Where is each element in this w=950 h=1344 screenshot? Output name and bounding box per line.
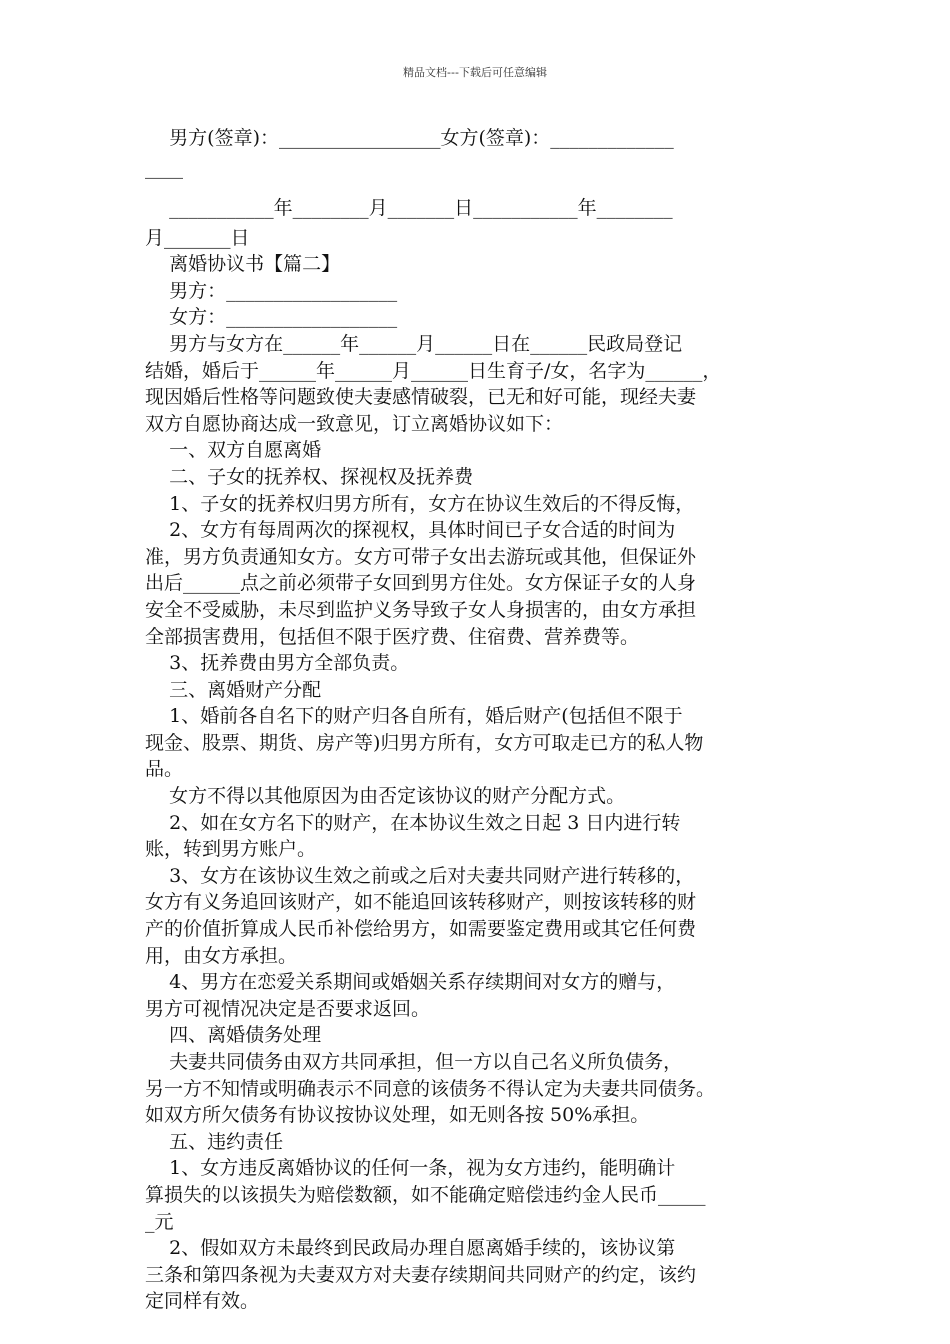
text-line: 现因婚后性格等问题致使夫妻感情破裂，已无和好可能，现经夫妻 <box>145 386 697 409</box>
wife-field: 女方：__________________ <box>145 306 398 329</box>
text-line: 1、婚前各自名下的财产归各自所有，婚后财产(包括但不限于 <box>145 705 683 728</box>
text-line: 三条和第四条视为夫妻双方对夫妻存续期间共同财产的约定，该约 <box>145 1263 697 1286</box>
text-line: 女方有义务追回该财产，如不能追回该转移财产，则按该转移的财 <box>145 891 697 914</box>
text-line: 准，男方负责通知女方。女方可带子女出去游玩或其他，但保证外 <box>145 545 697 568</box>
section-heading: 一、双方自愿离婚 <box>145 439 322 462</box>
date-line: ___________年________月_______日___________年________ <box>145 196 673 219</box>
text-line: _元 <box>145 1210 174 1233</box>
text-line: 月_______日 <box>145 226 250 249</box>
section-heading: 五、违约责任 <box>145 1130 284 1153</box>
text-line: 出后______点之前必须带子女回到男方住处。女方保证子女的人身 <box>145 572 697 595</box>
text-line: 账，转到男方账户。 <box>145 838 317 861</box>
text-line: 定同样有效。 <box>145 1290 260 1313</box>
text-line: 2、如在女方名下的财产，在本协议生效之日起 3 日内进行转 <box>145 811 681 834</box>
text-line: 男方可视情况决定是否要求返回。 <box>145 997 431 1020</box>
text-line: 结婚，婚后于______年______月______日生育子/女，名字为______， <box>145 359 722 382</box>
document-body <box>145 122 825 1315</box>
text-line: 另一方不知情或明确表示不同意的该债务不得认定为夫妻共同债务。 <box>145 1077 716 1100</box>
document-title: 离婚协议书【篇二】 <box>145 253 341 276</box>
text-line: 产的价值折算成人民币补偿给男方，如需要鉴定费用或其它任何费 <box>145 918 697 941</box>
text-line: 用，由女方承担。 <box>145 944 298 967</box>
text-line: ____ <box>145 157 183 179</box>
text-line: 双方自愿协商达成一致意见，订立离婚协议如下： <box>145 412 564 435</box>
text-line: 3、抚养费由男方全部负责。 <box>145 652 410 675</box>
section-heading: 三、离婚财产分配 <box>145 678 322 701</box>
text-line: 全部损害费用，包括但不限于医疗费、住宿费、营养费等。 <box>145 625 640 648</box>
text-line: 算损失的以该损失为赔偿数额，如不能确定赔偿违约金人民币_____ <box>145 1183 706 1206</box>
husband-field: 男方：__________________ <box>145 279 398 302</box>
text-line: 安全不受威胁，未尽到监护义务导致子女人身损害的，由女方承担 <box>145 598 697 621</box>
signature-line: 男方(签章)：_________________女方(签章)：_____________ <box>145 127 674 149</box>
text-line: 1、女方违反离婚协议的任何一条，视为女方违约，能明确计 <box>145 1157 676 1180</box>
text-line: 3、女方在该协议生效之前或之后对夫妻共同财产进行转移的， <box>145 864 695 887</box>
text-line: 2、假如双方未最终到民政局办理自愿离婚手续的，该协议第 <box>145 1237 676 1260</box>
text-line: 夫妻共同债务由双方共同承担，但一方以自己名义所负债务， <box>145 1051 683 1073</box>
page-header: 精品文档---下载后可任意编辑 <box>403 66 547 79</box>
text-line: 1、子女的抚养权归男方所有，女方在协议生效后的不得反悔， <box>145 492 695 515</box>
text-line: 现金、股票、期货、房产等)归男方所有，女方可取走已方的私人物 <box>145 731 704 754</box>
text-line: 男方与女方在______年______月______日在______民政局登记 <box>145 332 683 355</box>
text-line: 如双方所欠债务有协议按协议处理，如无则各按 50%承担。 <box>145 1104 650 1127</box>
text-line: 2、女方有每周两次的探视权，具体时间已子女合适的时间为 <box>145 519 676 542</box>
text-line: 4、男方在恋爱关系期间或婚姻关系存续期间对女方的赠与， <box>145 971 676 994</box>
section-heading: 二、子女的抚养权、探视权及抚养费 <box>145 465 474 488</box>
text-line: 品。 <box>145 758 184 781</box>
section-heading: 四、离婚债务处理 <box>145 1024 322 1047</box>
text-line: 女方不得以其他原因为由否定该协议的财产分配方式。 <box>145 785 626 808</box>
